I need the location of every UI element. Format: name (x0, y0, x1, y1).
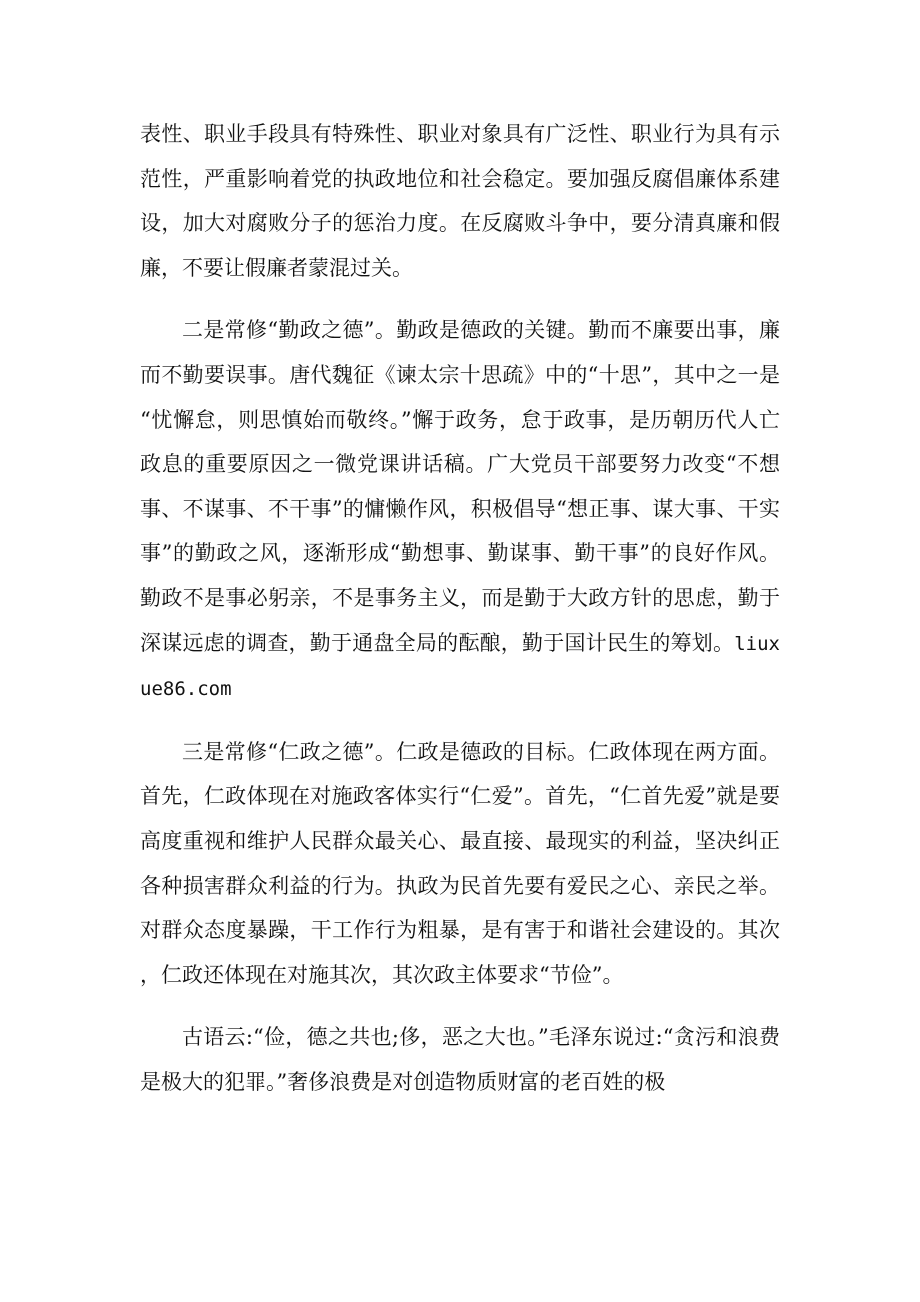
paragraph-diligent-governance-text: 二是常修“勤政之德”。勤政是德政的关键。勤而不廉要出事，廉而不勤要误事。唐代魏征《谏太宗十思疏》中的“十思”，其中之一是“忧懈怠，则思慎始而敬终。”懈于政务，怠于政事，是历朝历代人亡政息的重要原因之一微党课讲话稿。广大党员干部要努力改变“不想事、不谋事、不干事”的慵懒作风，积极倡导“想正事、谋大事、干实事”的勤政之风，逐渐形成“勤想事、勤谋事、勤干事”的良好作风。勤政不是事必躬亲，不是事务主义，而是勤于大政方针的思虑，勤于深谋远虑的调查，勤于通盘全局的酝酿，勤于国计民生的筹划。 (140, 318, 780, 655)
paragraph-continuation: 表性、职业手段具有特殊性、职业对象具有广泛性、职业行为具有示范性，严重影响着党的执政地位和社会稳定。要加强反腐倡廉体系建设，加大对腐败分子的惩治力度。在反腐败斗争中，要分清真廉和假廉，不要让假廉者蒙混过关。 (140, 122, 780, 280)
paragraph-ancient-saying: 古语云:“俭，德之共也;侈，恶之大也。”毛泽东说过:“贪污和浪费是极大的犯罪。”奢侈浪费是对创造物质财富的老百姓的极 (140, 1025, 780, 1094)
paragraph-benevolent-governance: 三是常修“仁政之德”。仁政是德政的目标。仁政体现在两方面。首先，仁政体现在对施政客体实行“仁爱”。首先，“仁首先爱”就是要高度重视和维护人民群众最关心、最直接、最现实的利益，坚决纠正各种损害群众利益的行为。执政为民首先要有爱民之心、亲民之举。对群众态度暴躁，干工作行为粗暴，是有害于和谐社会建设的。其次，仁政还体现在对施其次，其次政主体要求“节俭”。 (140, 739, 780, 987)
paragraph-diligent-governance (140, 308, 780, 711)
document-body (140, 112, 780, 1104)
source-url-text: liuxue86.com (140, 632, 780, 701)
